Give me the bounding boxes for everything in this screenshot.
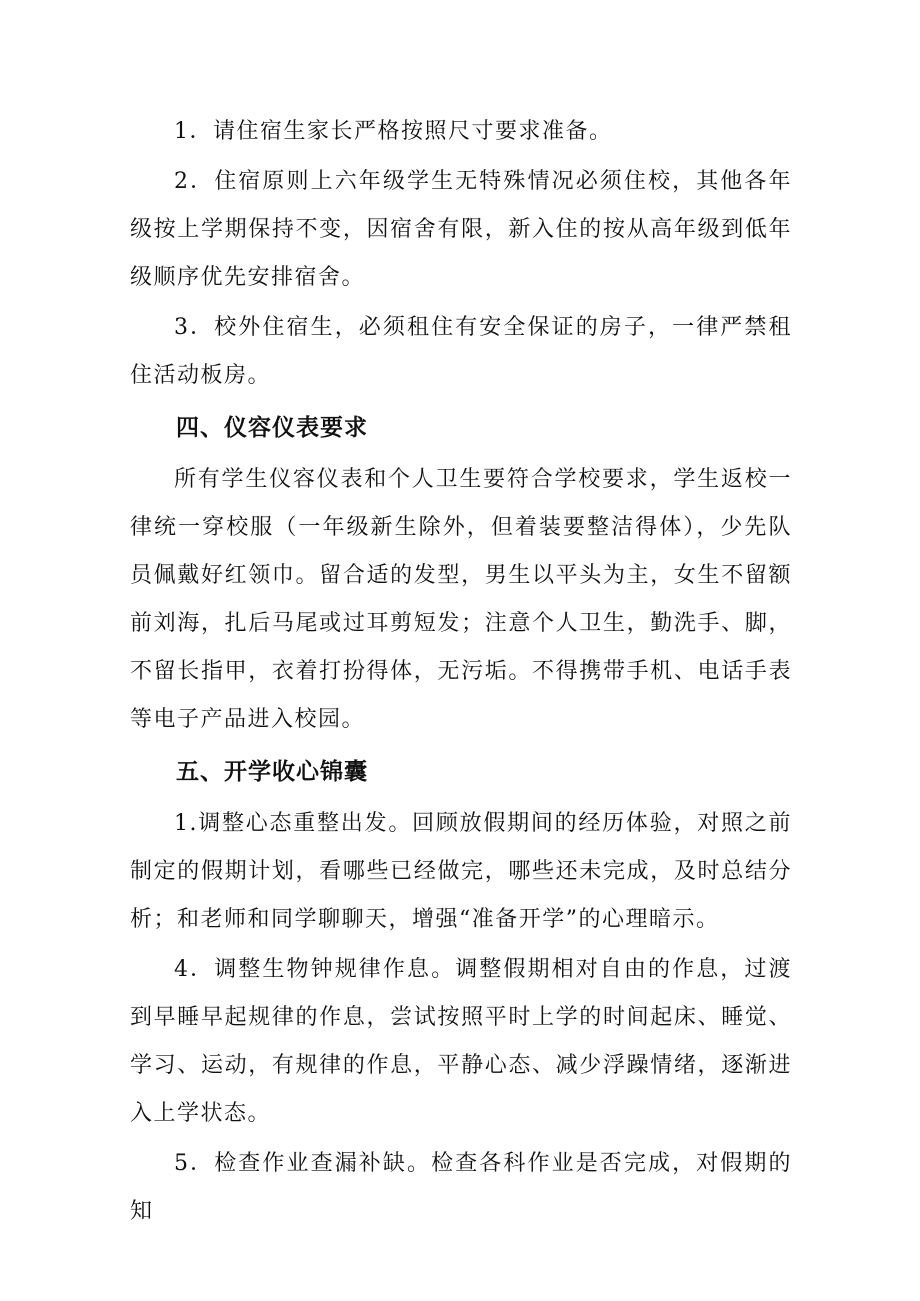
section3-item-2: 2．住宿原则上六年级学生无特殊情况必须住校，其他各年级按上学期保持不变，因宿舍有限，新入住的按从高年级到低年级顺序优先安排宿舍。 xyxy=(130,169,792,290)
section4-body: 所有学生仪容仪表和个人卫生要符合学校要求，学生返校一律统一穿校服（一年级新生除外，但着装要整洁得体），少先队员佩戴好红领巾。留合适的发型，男生以平头为主，女生不留额前刘海，扎后马尾或过耳剪短发；注意个人卫生，勤洗手、脚，不留长指甲，衣着打扮得体，无污垢。不得携带手机、电话手表等电子产品进入校园。 xyxy=(130,467,792,732)
section4-heading: 四、仪容仪表要求 xyxy=(176,415,368,441)
section5-item-5: 5．检查作业查漏补缺。检查各科作业是否完成，对假期的知 xyxy=(130,1151,792,1224)
section3-item-1: 1．请住宿生家长严格按照尺寸要求准备。 xyxy=(174,119,613,144)
document-page xyxy=(130,108,792,1236)
section3-item-3: 3．校外住宿生，必须租住有安全保证的房子，一律严禁租住活动板房。 xyxy=(130,315,792,388)
section5-item-1: 1.调整心态重整出发。回顾放假期间的经历体验，对照之前制定的假期计划，看哪些已经做完，哪些还未完成，及时总结分析；和老师和同学聊聊天，增强“准备开学”的心理暗示。 xyxy=(130,811,792,932)
section5-item-4: 4．调整生物钟规律作息。调整假期相对自由的作息，过渡到早睡早起规律的作息，尝试按照平时上学的时间起床、睡觉、学习、运动，有规律的作息，平静心态、减少浮躁情绪，逐渐进入上学状态。 xyxy=(130,957,792,1126)
section5-heading: 五、开学收心锦囊 xyxy=(176,759,368,785)
